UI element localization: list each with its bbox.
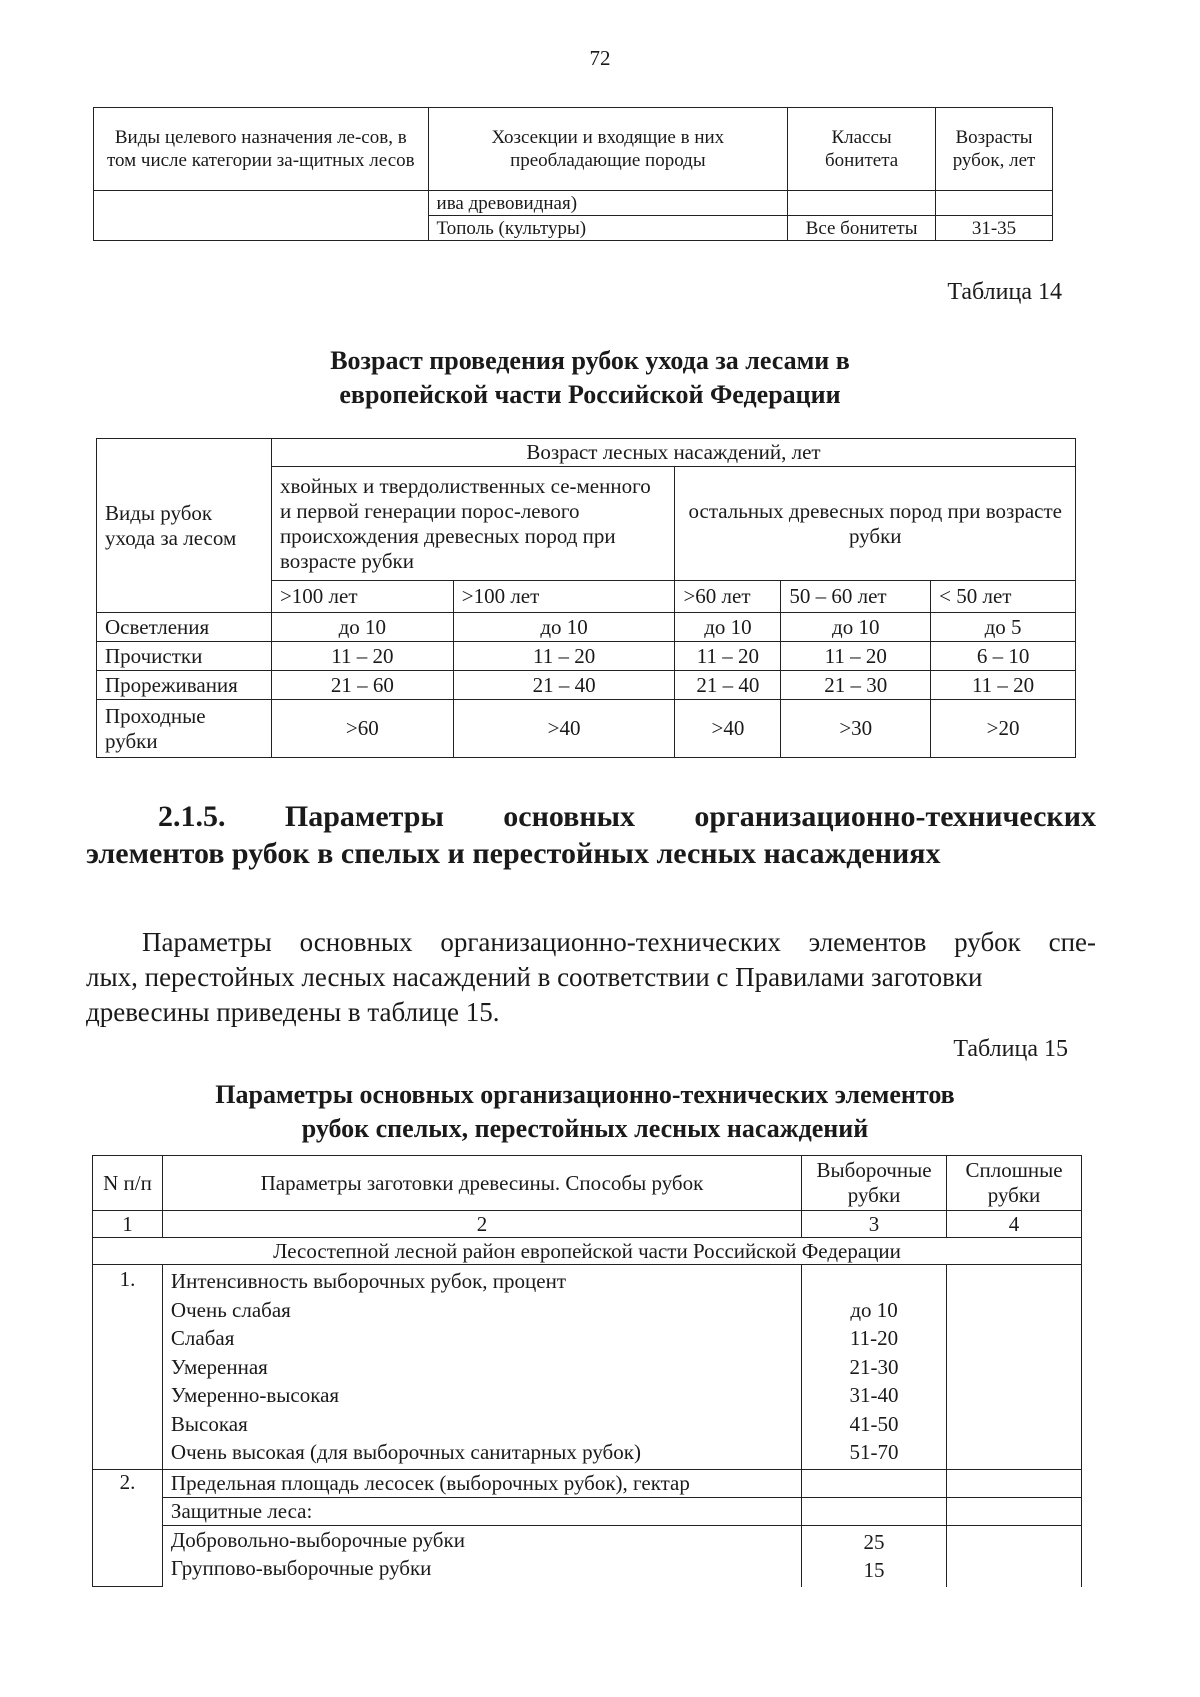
list-value: 41-50: [849, 1411, 899, 1436]
table-cell: >40: [453, 700, 675, 758]
table-cell: 21 – 60: [271, 671, 453, 700]
table-cell: 21 – 40: [453, 671, 675, 700]
table-cell: до 10: [271, 613, 453, 642]
column-number: 2: [162, 1211, 801, 1238]
table-row: [97, 700, 1076, 758]
region-row: [93, 1238, 1082, 1265]
table14-title: [200, 344, 980, 412]
table14-title-line2: европейской части Российской Федерации: [339, 380, 841, 409]
table-cell: >60: [271, 700, 453, 758]
table14-title-line1: Возраст проведения рубок ухода за лесами в: [330, 346, 850, 375]
list-item: Высокая: [170, 1411, 248, 1436]
list-value: 51-70: [849, 1440, 899, 1464]
table-header-row: [93, 1156, 1082, 1211]
section-heading: [86, 798, 1096, 872]
item2-values: [802, 1525, 947, 1587]
table-cell: 11 – 20: [453, 642, 675, 671]
table-row: [97, 671, 1076, 700]
table-cell: [936, 191, 1053, 216]
table-row: [97, 613, 1076, 642]
item2-list: [162, 1525, 801, 1587]
table-cell: >40: [675, 700, 781, 758]
table14-label: Таблица 14: [947, 279, 1062, 305]
subheader-cell: 50 – 60 лет: [781, 581, 931, 613]
row-label: Осветления: [97, 613, 272, 642]
item-number: 2.: [93, 1469, 163, 1587]
table14: [96, 438, 1076, 758]
table-cell: 11 – 20: [675, 642, 781, 671]
table-row: [97, 642, 1076, 671]
header-cell: Параметры заготовки древесины. Способы рубок: [162, 1156, 801, 1211]
table-cell: 6 – 10: [931, 642, 1076, 671]
list-value: 21-30: [849, 1354, 899, 1379]
table15-title-line1: Параметры основных организационно-технических элементов: [215, 1080, 955, 1109]
table-cell: 21 – 40: [675, 671, 781, 700]
list-item: Добровольно-выборочные рубки: [170, 1527, 465, 1552]
table-row-item2: [93, 1469, 1082, 1497]
header-cell-other: остальных древесных пород при возрасте рубки: [675, 467, 1076, 581]
table-cell: до 5: [931, 613, 1076, 642]
table-cell: 11 – 20: [781, 642, 931, 671]
table-cell: [947, 1265, 1082, 1470]
table-cell: 21 – 30: [781, 671, 931, 700]
subheader-cell: >100 лет: [271, 581, 453, 613]
subheader-cell: >100 лет: [453, 581, 675, 613]
table-cell: 31-35: [936, 216, 1053, 241]
table-cell: Тополь (культуры): [428, 216, 788, 241]
table15-title-line2: рубок спелых, перестойных лесных насаждений: [301, 1114, 869, 1143]
body-paragraph: [86, 925, 1096, 1030]
table-row: [94, 191, 1053, 216]
table-row: [93, 1497, 1082, 1525]
paragraph-rest: лых, перестойных лесных насаждений в соответствии с Правилами заготовки древесины приведены в таблице 15.: [86, 962, 983, 1027]
subheader-cell: >60 лет: [675, 581, 781, 613]
table-cell: [947, 1469, 1082, 1497]
item-number: 1.: [93, 1265, 163, 1470]
table-cell: [802, 1497, 947, 1525]
header-cell: Виды целевого назначения ле-сов, в том числе категории за-щитных лесов: [94, 108, 429, 191]
column-number: 4: [947, 1211, 1082, 1238]
table-cell: >20: [931, 700, 1076, 758]
item1-values: [802, 1265, 947, 1470]
table-cell: до 10: [453, 613, 675, 642]
table-row: [93, 1525, 1082, 1587]
table-cell: до 10: [675, 613, 781, 642]
table-cell: [947, 1497, 1082, 1525]
column-number-row: [93, 1211, 1082, 1238]
paragraph-line1: Параметры основных организационно-технических элементов рубок спе-: [142, 927, 1096, 957]
header-cell: N п/п: [93, 1156, 163, 1211]
list-item: Слабая: [170, 1326, 235, 1350]
item-title: Предельная площадь лесосек (выборочных рубок), гектар: [162, 1469, 801, 1497]
column-number: 1: [93, 1211, 163, 1238]
list-item: Очень высокая (для выборочных санитарных рубок): [170, 1440, 641, 1464]
table-cell: ива древовидная): [428, 191, 788, 216]
list-item: Умеренная: [170, 1354, 268, 1379]
table-cell: [947, 1525, 1082, 1587]
subheader-cell: < 50 лет: [931, 581, 1076, 613]
table-cell: 11 – 20: [271, 642, 453, 671]
table-cell: [94, 191, 429, 241]
list-value: 25: [863, 1529, 885, 1554]
row-label: Проходные рубки: [97, 700, 272, 758]
item-title: Интенсивность выборочных рубок, процент: [170, 1269, 566, 1293]
table-row-item1: [93, 1265, 1082, 1470]
list-value: 31-40: [849, 1383, 899, 1407]
list-value: 15: [863, 1558, 885, 1582]
table-cell: до 10: [781, 613, 931, 642]
table15-label: Таблица 15: [953, 1036, 1068, 1062]
row-label: Прочистки: [97, 642, 272, 671]
header-cell-conifer: хвойных и твердолиственных се-менного и первой генерации порос-левого происхождения древесных пород при возрасте рубки: [271, 467, 675, 581]
continuation-table: [93, 107, 1053, 241]
header-cell: Возрасты рубок, лет: [936, 108, 1053, 191]
region-cell: Лесостепной лесной район европейской части Российской Федерации: [93, 1238, 1082, 1265]
table15-title: [150, 1078, 1020, 1146]
header-cell: Хозсекции и входящие в них преобладающие породы: [428, 108, 788, 191]
item1-list: [162, 1265, 801, 1470]
table-cell: Все бонитеты: [788, 216, 936, 241]
table15: [92, 1155, 1082, 1587]
table-header-row: [97, 439, 1076, 467]
header-cell: Классы бонитета: [788, 108, 936, 191]
header-cell-age: Возраст лесных насаждений, лет: [271, 439, 1075, 467]
header-cell: Выборочные рубки: [802, 1156, 947, 1211]
item-subtitle: Защитные леса:: [162, 1497, 801, 1525]
table-cell: 11 – 20: [931, 671, 1076, 700]
column-number: 3: [802, 1211, 947, 1238]
table-header-row: [94, 108, 1053, 191]
section-heading-line2: элементов рубок в спелых и перестойных лесных насаждениях: [86, 837, 941, 870]
header-cell-kinds: Виды рубок ухода за лесом: [97, 439, 272, 613]
header-cell: Сплошные рубки: [947, 1156, 1082, 1211]
section-heading-line1: 2.1.5. Параметры основных организационно-технических: [158, 800, 1096, 833]
list-item: Группово-выборочные рубки: [170, 1556, 432, 1580]
table-cell: [802, 1469, 947, 1497]
list-value: 11-20: [849, 1326, 899, 1350]
list-item: Очень слабая: [170, 1297, 291, 1322]
table-cell: >30: [781, 700, 931, 758]
list-item: Умеренно-высокая: [170, 1383, 340, 1407]
table-cell: [788, 191, 936, 216]
row-label: Прореживания: [97, 671, 272, 700]
list-value: до 10: [850, 1297, 898, 1322]
page-number: 72: [589, 46, 611, 70]
